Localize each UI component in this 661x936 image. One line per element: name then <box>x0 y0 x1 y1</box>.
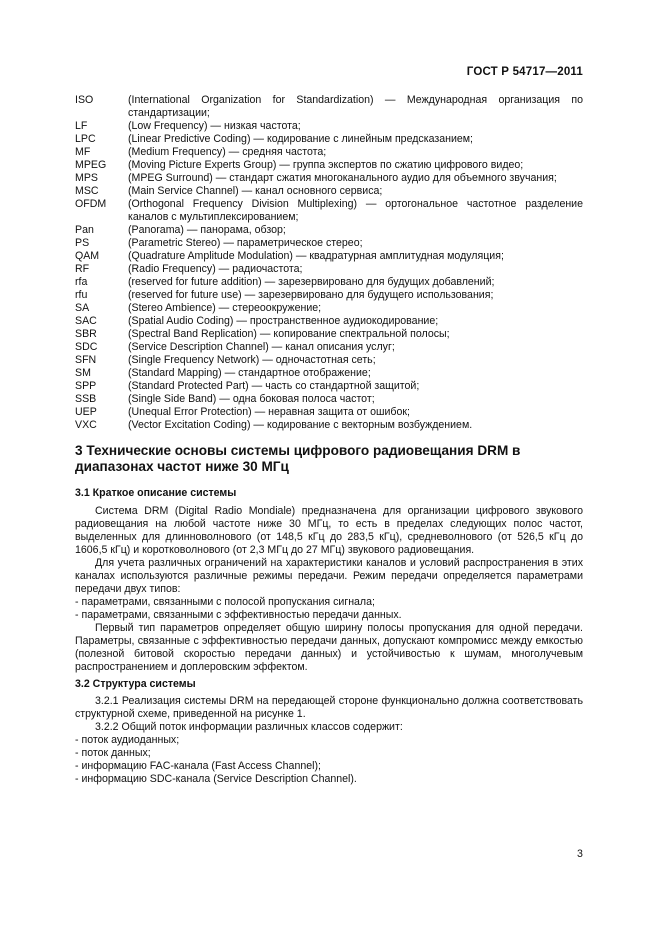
abbreviation-code: LPC <box>75 133 96 145</box>
abbreviation-description: (Service Description Channel) — канал описания услуг; <box>128 341 395 353</box>
paragraph: Система DRM (Digital Radio Mondiale) предназначена для организации цифрового звукового радиовещания на любой частоте ниже 30 МГц, то есть в пределах следующих полос частот, выделенных для длинноволнового (от 148,5 кГц до 283,5 кГц), средневолнового (от 526,5 кГц до 1606,5 кГц) и коротковолнового (от 2,3 МГц до 27 МГц) звукового радиовещания. <box>75 505 583 556</box>
abbreviation-list <box>75 94 583 432</box>
subsection-3-1-heading: 3.1 Краткое описание системы <box>75 487 237 499</box>
abbreviation-row <box>75 367 583 380</box>
abbreviation-code: MF <box>75 146 91 158</box>
list-item: - поток данных; <box>75 747 151 759</box>
abbreviation-description: (Moving Picture Experts Group) — группа экспертов по сжатию цифрового видео; <box>128 159 524 171</box>
abbreviation-row <box>75 328 583 341</box>
abbreviation-row <box>75 146 583 159</box>
abbreviation-description: (Radio Frequency) — радиочастота; <box>128 263 303 275</box>
list-item: - параметрами, связанными с полосой пропускания сигнала; <box>75 596 375 608</box>
abbreviation-row <box>75 120 583 133</box>
abbreviation-description: (Vector Excitation Coding) — кодирование с векторным возбуждением. <box>128 419 473 431</box>
abbreviation-description: (Medium Frequency) — средняя частота; <box>128 146 327 158</box>
abbreviation-row <box>75 224 583 237</box>
abbreviation-row <box>75 133 583 146</box>
abbreviation-row <box>75 159 583 172</box>
abbreviation-row <box>75 393 583 406</box>
abbreviation-description: (International Organization for Standardization) — Международная организация по стандартизации; <box>128 94 583 119</box>
abbreviation-code: MPS <box>75 172 98 184</box>
abbreviation-code: ISO <box>75 94 94 106</box>
abbreviation-description: (reserved for future use) — зарезервировано для будущего использования; <box>128 289 494 301</box>
abbreviation-code: SA <box>75 302 90 314</box>
abbreviation-code: MPEG <box>75 159 107 171</box>
paragraph: Первый тип параметров определяет общую ширину полосы пропускания для одной передачи. Параметры, связанные с эффективностью передачи данных, допускают компромисс между емкостью (полезной битовой скоростью передачи данных) и устойчивостью к шумам, многолучевым распространением и доплеровским эффектом. <box>75 622 583 673</box>
abbreviation-code: SSB <box>75 393 97 405</box>
abbreviation-row <box>75 185 583 198</box>
abbreviation-row <box>75 276 583 289</box>
abbreviation-row <box>75 237 583 250</box>
abbreviation-description: (Single Side Band) — одна боковая полоса частот; <box>128 393 375 405</box>
abbreviation-description: (Unequal Error Protection) — неравная защита от ошибок; <box>128 406 410 418</box>
list-item: - информацию SDC-канала (Service Description Channel). <box>75 773 357 785</box>
paragraph: Для учета различных ограничений на характеристики каналов и условий распространения в этих каналах используются различные режимы передачи. Режим передачи определяется параметрами передачи двух типов: <box>75 557 583 595</box>
abbreviation-description: (MPEG Surround) — стандарт сжатия многоканального аудио для объемного звучания; <box>128 172 557 184</box>
abbreviation-row <box>75 198 583 224</box>
abbreviation-description: (reserved for future addition) — зарезервировано для будущих добавлений; <box>128 276 495 288</box>
list-item: - информацию FAC-канала (Fast Access Channel); <box>75 760 321 772</box>
abbreviation-row <box>75 263 583 276</box>
abbreviation-code: Pan <box>75 224 94 236</box>
abbreviation-description: (Standard Protected Part) — часть со стандартной защитой; <box>128 380 420 392</box>
abbreviation-code: SDC <box>75 341 98 353</box>
paragraph: 3.2.1 Реализация системы DRM на передающей стороне функционально должна соответствовать структурной схеме, приведенной на рисунке 1. <box>75 695 583 720</box>
list-item: - поток аудиоданных; <box>75 734 180 746</box>
abbreviation-code: UEP <box>75 406 97 418</box>
abbreviation-code: SBR <box>75 328 97 340</box>
abbreviation-description: (Spatial Audio Coding) — пространственное аудиокодирование; <box>128 315 439 327</box>
abbreviation-row <box>75 250 583 263</box>
subsection-3-2-heading: 3.2 Структура системы <box>75 678 196 690</box>
abbreviation-code: SFN <box>75 354 97 366</box>
section-3-title: 3 Технические основы системы цифрового радиовещания DRM в диапазонах частот ниже 30 МГц <box>75 443 521 474</box>
abbreviation-code: QAM <box>75 250 100 262</box>
abbreviation-row <box>75 172 583 185</box>
abbreviation-description: (Standard Mapping) — стандартное отображение; <box>128 367 371 379</box>
list-item: - параметрами, связанными с эффективностью передачи данных. <box>75 609 402 621</box>
abbreviation-description: (Parametric Stereo) — параметрическое стерео; <box>128 237 363 249</box>
abbreviation-code: RF <box>75 263 90 275</box>
abbreviation-description: (Low Frequency) — низкая частота; <box>128 120 301 132</box>
abbreviation-row <box>75 380 583 393</box>
abbreviation-code: VXC <box>75 419 97 431</box>
section-3-body <box>75 487 583 786</box>
abbreviation-description: (Single Frequency Network) — одночастотная сеть; <box>128 354 376 366</box>
abbreviation-description: (Linear Predictive Coding) — кодирование с линейным предсказанием; <box>128 133 473 145</box>
abbreviation-description: (Main Service Channel) — канал основного сервиса; <box>128 185 383 197</box>
abbreviation-row <box>75 406 583 419</box>
abbreviation-row <box>75 419 583 432</box>
abbreviation-code: MSC <box>75 185 99 197</box>
abbreviation-code: SPP <box>75 380 97 392</box>
abbreviation-row <box>75 315 583 328</box>
abbreviation-code: LF <box>75 120 88 132</box>
abbreviation-description: (Stereo Ambience) — стереоокружение; <box>128 302 322 314</box>
abbreviation-code: rfa <box>75 276 88 288</box>
abbreviation-code: PS <box>75 237 90 249</box>
abbreviation-code: rfu <box>75 289 88 301</box>
paragraph: 3.2.2 Общий поток информации различных классов содержит: <box>95 721 403 733</box>
abbreviation-description: (Quadrature Amplitude Modulation) — квадратурная амплитудная модуляция; <box>128 250 504 262</box>
abbreviation-row <box>75 94 583 120</box>
abbreviation-row <box>75 289 583 302</box>
abbreviation-code: SM <box>75 367 91 379</box>
standard-header: ГОСТ Р 54717—2011 <box>466 66 583 78</box>
abbreviation-code: OFDM <box>75 198 107 210</box>
abbreviation-row <box>75 341 583 354</box>
abbreviation-row <box>75 354 583 367</box>
abbreviation-code: SAC <box>75 315 97 327</box>
abbreviation-description: (Panorama) — панорама, обзор; <box>128 224 286 236</box>
abbreviation-description: (Orthogonal Frequency Division Multiplexing) — ортогональное частотное разделение каналов с мультиплексированием; <box>128 198 583 223</box>
abbreviation-row <box>75 302 583 315</box>
page-number: 3 <box>577 848 583 860</box>
abbreviation-description: (Spectral Band Replication) — копирование спектральной полосы; <box>128 328 450 340</box>
